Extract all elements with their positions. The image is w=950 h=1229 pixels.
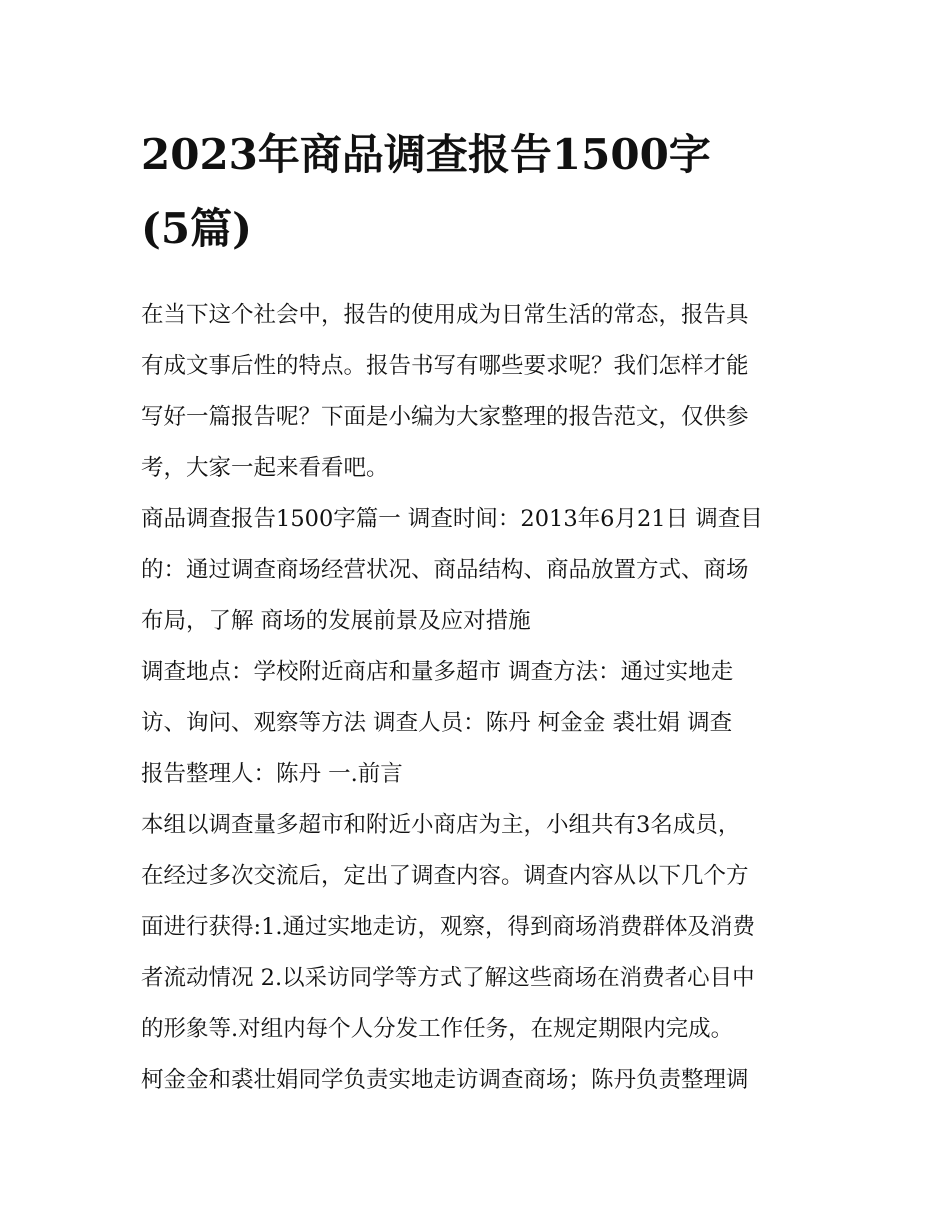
survey-location-paragraph bbox=[141, 647, 813, 800]
text-line: 写好一篇报告呢？下面是小编为大家整理的报告范文，仅供参 bbox=[141, 404, 749, 430]
text-line: 在当下这个社会中，报告的使用成为日常生活的常态，报告具 bbox=[141, 302, 749, 328]
text-line: 本组以调查量多超市和附近小商店为主，小组共有3名成员， bbox=[141, 812, 741, 838]
title-line-2: (5篇) bbox=[141, 204, 252, 253]
text-line: 在经过多次交流后，定出了调查内容。调查内容从以下几个方 bbox=[141, 863, 749, 889]
intro-paragraph bbox=[141, 290, 813, 494]
text-line: 有成文事后性的特点。报告书写有哪些要求呢？我们怎样才能 bbox=[141, 353, 749, 379]
text-line: 商品调查报告1500字篇一 调查时间：2013年6月21日 调查目 bbox=[141, 506, 763, 532]
title-line-1: 2023年商品调查报告1500字 bbox=[141, 130, 711, 179]
preface-paragraph bbox=[141, 800, 813, 1055]
text-line: 柯金金和裘壮娟同学负责实地走访调查商场；陈丹负责整理调 bbox=[141, 1067, 749, 1093]
text-line: 面进行获得:1.通过实地走访，观察，得到商场消费群体及消费 bbox=[141, 914, 756, 940]
text-line: 报告整理人：陈丹 一.前言 bbox=[141, 761, 403, 787]
text-line: 考，大家一起来看看吧。 bbox=[141, 455, 389, 481]
text-line: 的形象等.对组内每个人分发工作任务，在规定期限内完成。 bbox=[141, 1016, 734, 1042]
document-title bbox=[141, 118, 813, 266]
survey-time-paragraph bbox=[141, 494, 813, 647]
task-paragraph bbox=[141, 1055, 813, 1106]
text-line: 的：通过调查商场经营状况、商品结构、商品放置方式、商场 bbox=[141, 557, 749, 583]
document-body bbox=[141, 290, 813, 1106]
text-line: 布局，了解 商场的发展前景及应对措施 bbox=[141, 608, 531, 634]
text-line: 访、询问、观察等方法 调查人员：陈丹 柯金金 裘壮娟 调查 bbox=[141, 710, 733, 736]
text-line: 调查地点：学校附近商店和量多超市 调查方法：通过实地走 bbox=[141, 659, 734, 685]
document-page bbox=[141, 118, 813, 1106]
text-line: 者流动情况 2.以采访同学等方式了解这些商场在消费者心目中 bbox=[141, 965, 755, 991]
